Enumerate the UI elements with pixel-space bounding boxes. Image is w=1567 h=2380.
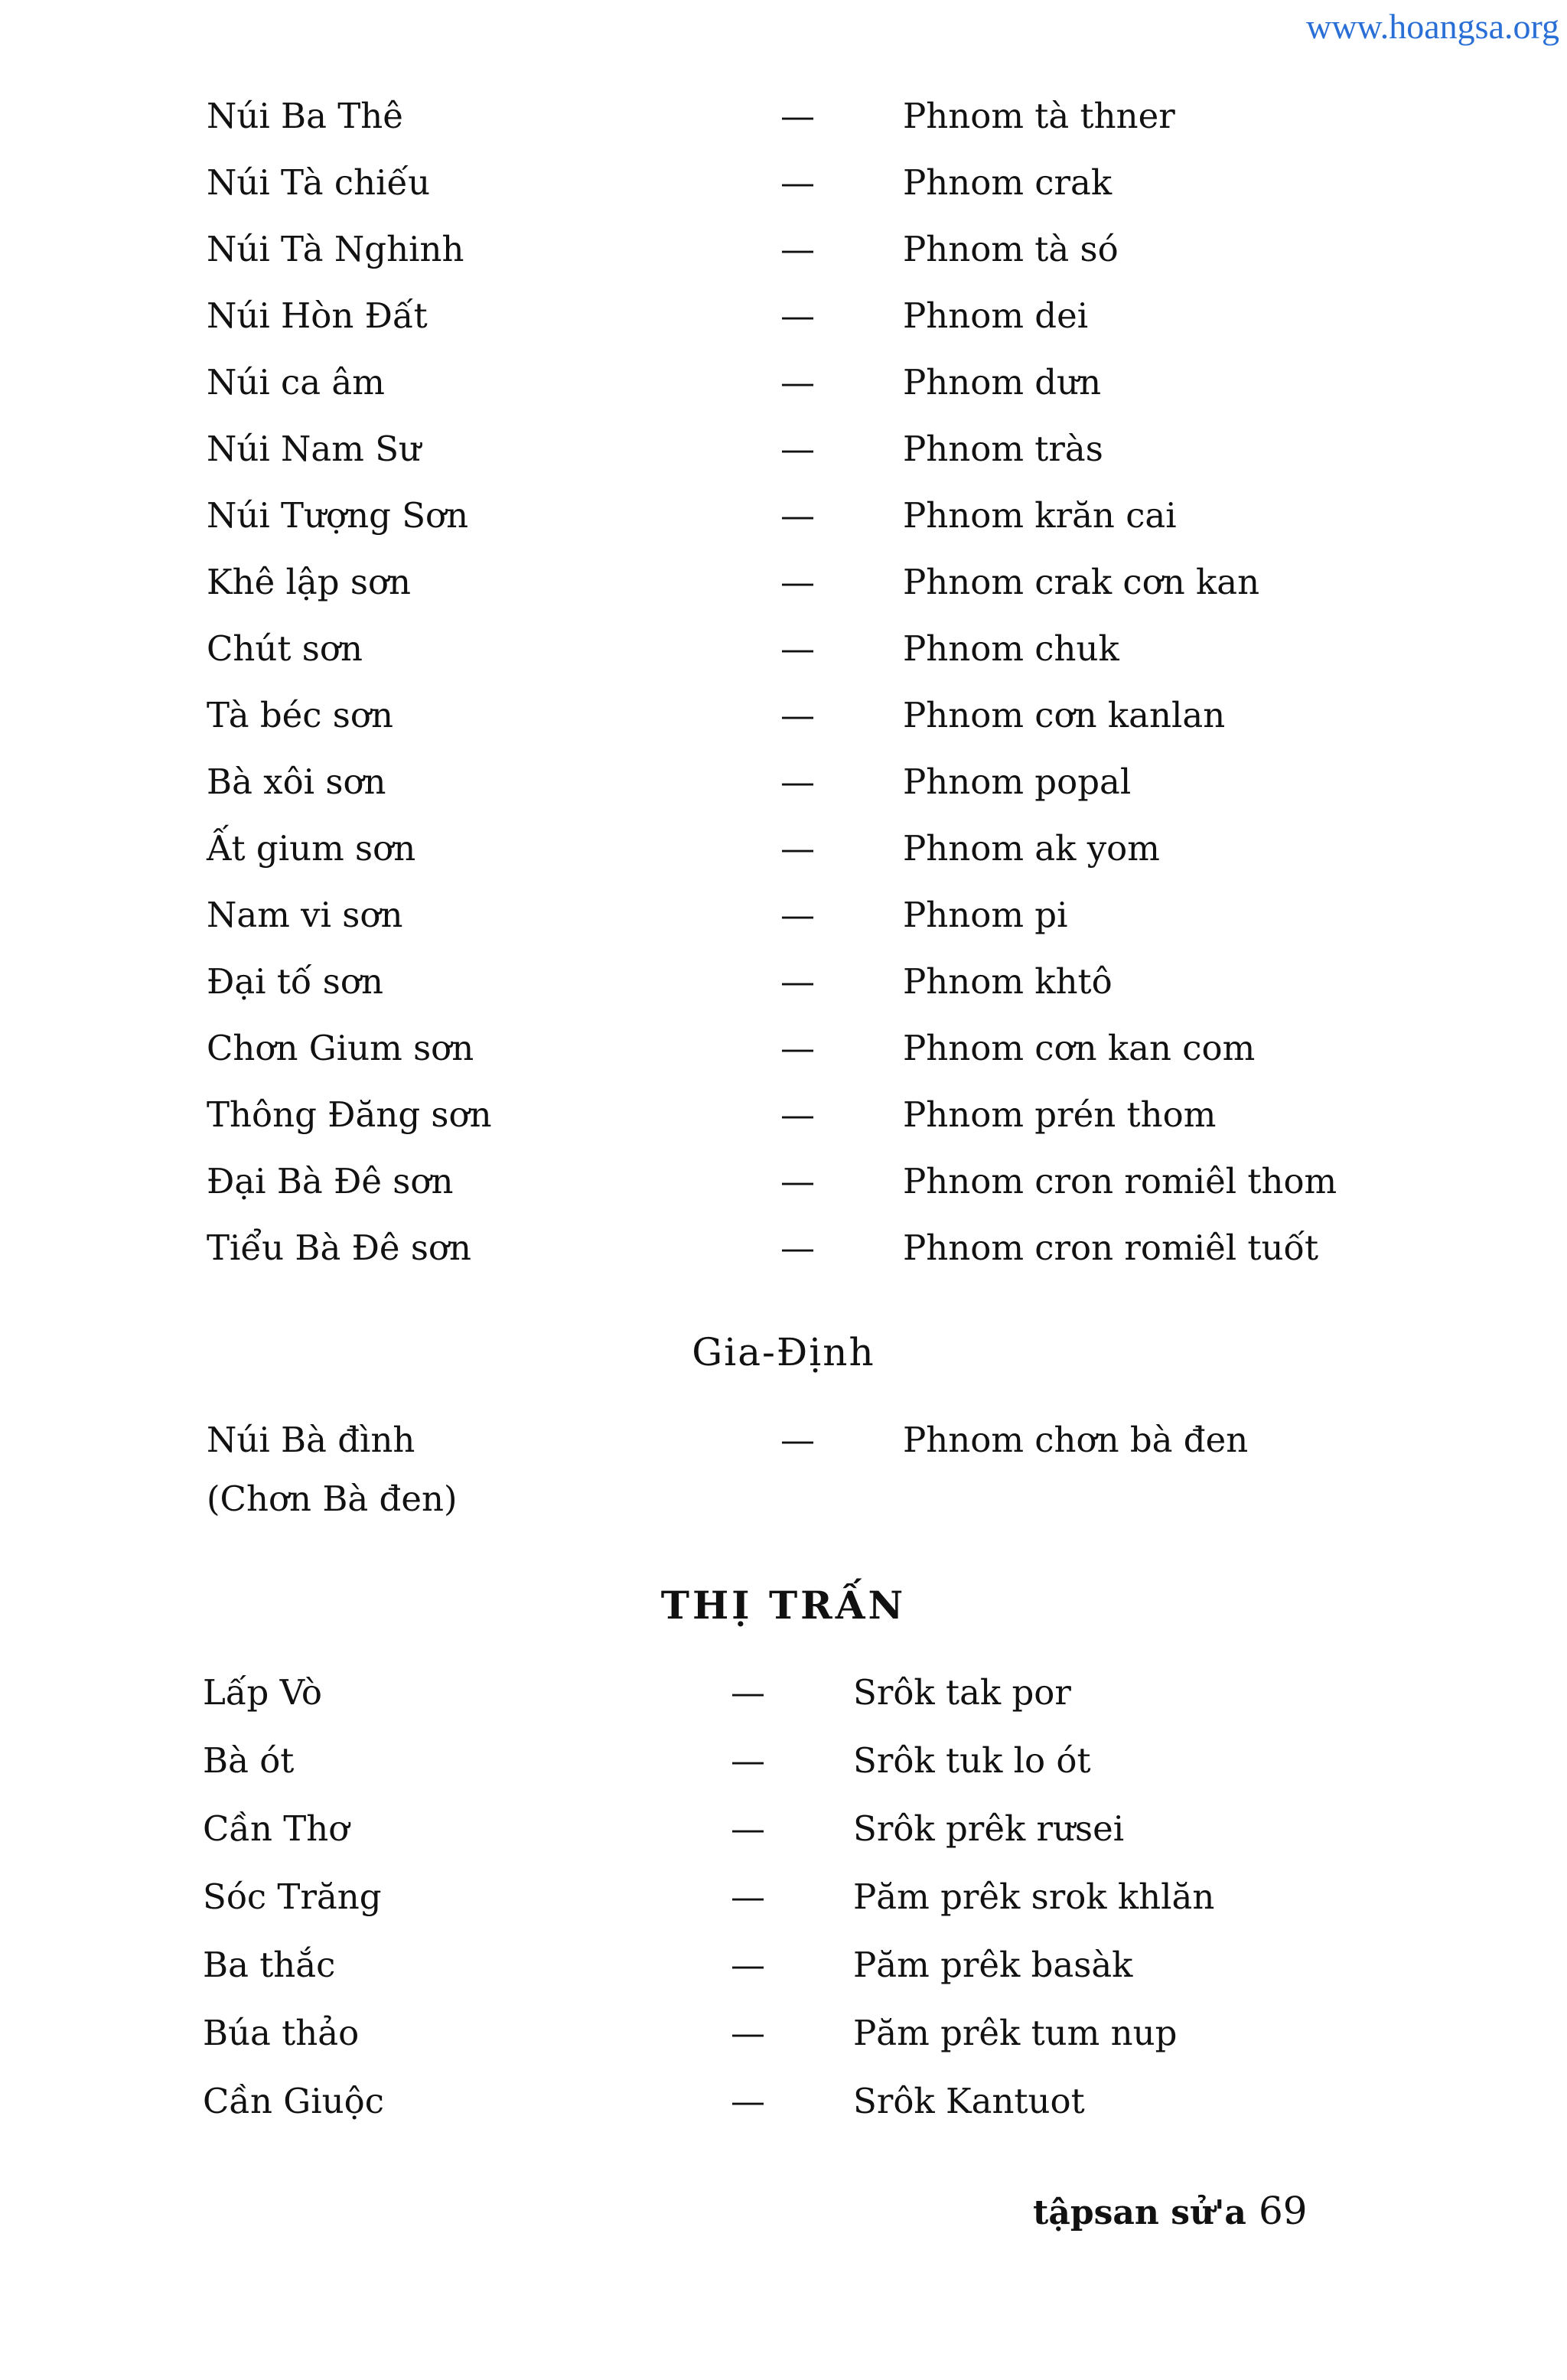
- list-item: [203, 1945, 1274, 1998]
- kh-name: Phnom crak: [903, 162, 1113, 203]
- vn-name: Núi Hòn Đất: [207, 295, 428, 336]
- list-item: [203, 2013, 1274, 2066]
- kh-name: Phnom popal: [903, 761, 1132, 802]
- kh-name: Phnom prén thom: [903, 1094, 1217, 1135]
- vn-name: Núi ca âm: [207, 362, 385, 403]
- list-item: [207, 895, 1385, 948]
- list-item-continuation: [207, 1479, 819, 1532]
- vn-name: Đại Bà Đê sơn: [207, 1161, 454, 1201]
- list-item: [203, 1740, 1274, 1794]
- vn-name: Cần Thơ: [203, 1808, 350, 1849]
- list-item: [207, 695, 1385, 748]
- list-item: [207, 362, 1385, 416]
- vn-name: Lấp Vò: [203, 1672, 323, 1713]
- kh-name: Phnom chuk: [903, 628, 1119, 669]
- kh-name: Păm prêk tum nup: [853, 2013, 1178, 2053]
- dash: —: [780, 229, 815, 269]
- dash: —: [731, 1876, 765, 1917]
- dash: —: [731, 1808, 765, 1849]
- kh-name: Păm prêk srok khlăn: [853, 1876, 1215, 1917]
- dash: —: [780, 761, 815, 802]
- kh-name: Phnom chơn bà đen: [903, 1420, 1249, 1460]
- kh-name: Srôk prêk rưsei: [853, 1808, 1125, 1849]
- list-item: [207, 295, 1385, 349]
- dash: —: [780, 1094, 815, 1135]
- kh-name: Phnom pi: [903, 895, 1068, 935]
- list-item: [207, 562, 1385, 615]
- dash: —: [780, 1161, 815, 1201]
- vn-name-alt: (Chơn Bà đen): [207, 1479, 458, 1519]
- dash: —: [731, 1672, 765, 1713]
- list-item: [207, 828, 1385, 882]
- dash: —: [780, 562, 815, 602]
- vn-name: Khê lập sơn: [207, 562, 412, 602]
- kh-name: Phnom cron romiêl tuốt: [903, 1227, 1319, 1268]
- list-item: [207, 162, 1385, 216]
- vn-name: Núi Tà Nghinh: [207, 229, 464, 269]
- page-footer: [1033, 2189, 1308, 2233]
- list-item: [203, 2081, 1274, 2134]
- kh-name: Srôk tak por: [853, 1672, 1071, 1713]
- kh-name: Păm prêk basàk: [853, 1945, 1133, 1985]
- vn-name: Núi Tà chiếu: [207, 162, 431, 203]
- vn-name: Chơn Gium sơn: [207, 1028, 474, 1068]
- vn-name: Núi Tượng Sơn: [207, 495, 469, 536]
- list-item: [203, 1672, 1274, 1726]
- dash: —: [780, 295, 815, 336]
- vn-name: Sóc Trăng: [203, 1876, 382, 1917]
- vn-name: Nam vi sơn: [207, 895, 403, 935]
- dash: —: [780, 162, 815, 203]
- section-heading-thitran: THỊ TRẤN: [660, 1583, 907, 1628]
- dash: —: [780, 96, 815, 136]
- list-item: [207, 761, 1385, 815]
- vn-name: Bà ót: [203, 1740, 295, 1781]
- dash: —: [780, 1227, 815, 1268]
- kh-name: Phnom tà thner: [903, 96, 1175, 136]
- vn-name: Bà xôi sơn: [207, 761, 386, 802]
- vn-name: Tiểu Bà Đê sơn: [207, 1227, 472, 1268]
- kh-name: Phnom krăn cai: [903, 495, 1177, 536]
- dash: —: [780, 961, 815, 1002]
- kh-name: Phnom dưn: [903, 362, 1102, 403]
- kh-name: Phnom cron romiêl thom: [903, 1161, 1337, 1201]
- list-item: [203, 1876, 1274, 1930]
- dash: —: [731, 1740, 765, 1781]
- vn-name: Núi Ba Thê: [207, 96, 403, 136]
- list-item: [207, 495, 1385, 549]
- kh-name: Phnom tràs: [903, 429, 1103, 469]
- vn-name: Núi Bà đình: [207, 1420, 415, 1460]
- list-item: [207, 961, 1385, 1015]
- list-item: [207, 1227, 1385, 1281]
- vn-name: Ất gium sơn: [207, 828, 416, 869]
- list-item: [207, 1028, 1385, 1081]
- dash: —: [780, 1028, 815, 1068]
- kh-name: Phnom ak yom: [903, 828, 1160, 869]
- list-item: [207, 1420, 1385, 1473]
- dash: —: [780, 695, 815, 735]
- dash: —: [731, 1945, 765, 1985]
- kh-name: Phnom tà só: [903, 229, 1119, 269]
- dash: —: [780, 1420, 815, 1460]
- vn-name: Ba thắc: [203, 1945, 336, 1985]
- list-item: [207, 96, 1385, 149]
- list-item: [207, 628, 1385, 682]
- list-item: [203, 1808, 1274, 1862]
- dash: —: [780, 495, 815, 536]
- list-item: [207, 229, 1385, 282]
- dash: —: [731, 2081, 765, 2121]
- section-heading-giadinh: Gia-Định: [692, 1330, 875, 1374]
- watermark-url: www.hoangsa.org: [1306, 7, 1559, 46]
- dash: —: [780, 628, 815, 669]
- vn-name: Đại tố sơn: [207, 961, 383, 1002]
- vn-name: Chút sơn: [207, 628, 363, 669]
- kh-name: Srôk Kantuot: [853, 2081, 1085, 2121]
- dash: —: [780, 828, 815, 869]
- vn-name: Thông Đăng sơn: [207, 1094, 492, 1135]
- dash: —: [731, 2013, 765, 2053]
- vn-name: Búa thảo: [203, 2013, 360, 2053]
- kh-name: Srôk tuk lo ót: [853, 1740, 1091, 1781]
- page-number: 69: [1258, 2189, 1308, 2233]
- journal-title: tậpsan sử'a: [1033, 2193, 1246, 2232]
- list-item: [207, 429, 1385, 482]
- kh-name: Phnom crak cơn kan: [903, 562, 1260, 602]
- list-item: [207, 1161, 1385, 1214]
- kh-name: Phnom khtô: [903, 961, 1113, 1002]
- kh-name: Phnom cơn kan com: [903, 1028, 1256, 1068]
- vn-name: Núi Nam Sư: [207, 429, 422, 469]
- vn-name: Tà béc sơn: [207, 695, 393, 735]
- list-item: [207, 1094, 1385, 1148]
- dash: —: [780, 429, 815, 469]
- kh-name: Phnom dei: [903, 295, 1089, 336]
- dash: —: [780, 362, 815, 403]
- dash: —: [780, 895, 815, 935]
- vn-name: Cần Giuộc: [203, 2081, 384, 2121]
- kh-name: Phnom cơn kanlan: [903, 695, 1226, 735]
